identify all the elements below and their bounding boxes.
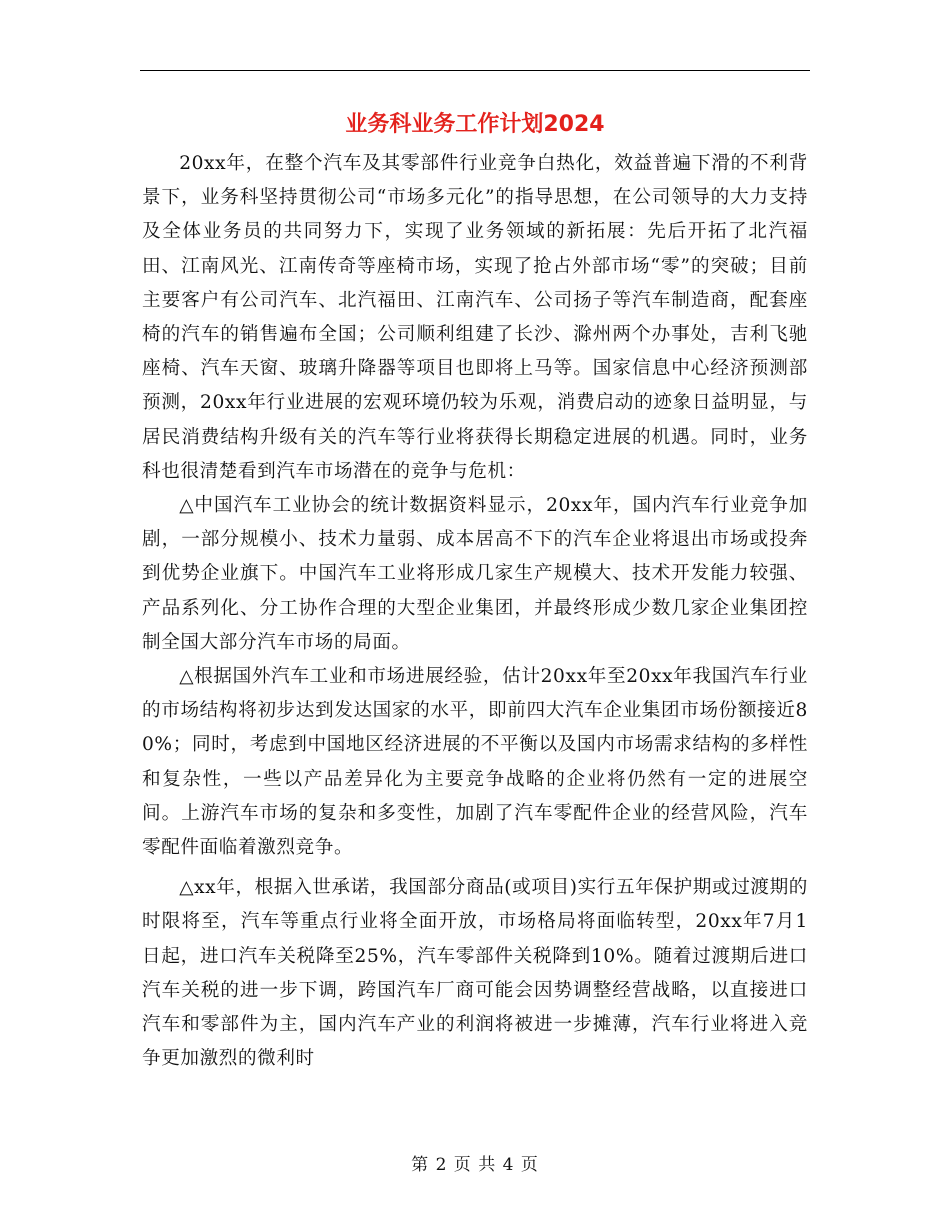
paragraph-intro: 20xx年，在整个汽车及其零部件行业竞争白热化，效益普遍下滑的不利背景下，业务科坚持贯彻公司“市场多元化”的指导思想，在公司领导的大力支持及全体业务员的共同努力下，实现了业务领域的新拓展：先后开拓了北汽福田、江南风光、江南传奇等座椅市场，实现了抢占外部市场“零”的突破；目前主要客户有公司汽车、北汽福田、江南汽车、公司扬子等汽车制造商，配套座椅的汽车的销售遍布全国；公司顺利组建了长沙、滁州两个办事处，吉利飞驰座椅、汽车天窗、玻璃升降器等项目也即将上马等。国家信息中心经济预测部预测，20xx年行业进展的宏观环境仍较为乐观，消费启动的迹象日益明显，与居民消费结构升级有关的汽车等行业将获得长期稳定进展的机遇。同时，业务科也很清楚看到汽车市场潜在的竞争与危机： xyxy=(142,153,808,482)
document-body xyxy=(142,147,808,1076)
paragraph-industry-association: △中国汽车工业协会的统计数据资料显示，20xx年，国内汽车行业竞争加剧，一部分规模小、技术力量弱、成本居高不下的汽车企业将退出市场或投奔到优势企业旗下。中国汽车工业将形成几家生产规模大、技术开发能力较强、产品系列化、分工协作合理的大型企业集团，并最终形成少数几家企业集团控制全国大部分汽车市场的局面。 xyxy=(142,495,808,653)
header-rule xyxy=(140,70,810,71)
paragraph-wto-tariff: △xx年，根据入世承诺，我国部分商品(或项目)实行五年保护期或过渡期的时限将至，汽车等重点行业将全面开放，市场格局将面临转型，20xx年7月1日起，进口汽车关税降至25%，汽车零部件关税降到10%。随着过渡期后进口汽车关税的进一步下调，跨国汽车厂商可能会因势调整经营战略，以直接进口汽车和零部件为主，国内汽车产业的利润将被进一步摊薄，汽车行业将进入竞争更加激烈的微利时 xyxy=(142,877,808,1070)
paragraph-market-structure: △根据国外汽车工业和市场进展经验，估计20xx年至20xx年我国汽车行业的市场结构将初步达到发达国家的水平，即前四大汽车企业集团市场份额接近80%；同时，考虑到中国地区经济进展的不平衡以及国内市场需求结构的多样性和复杂性，一些以产品差异化为主要竞争战略的企业将仍然有一定的进展空间。上游汽车市场的复杂和多变性，加剧了汽车零配件企业的经营风险，汽车零配件面临着激烈竞争。 xyxy=(142,666,808,859)
document-title: 业务科业务工作计划2024 xyxy=(345,112,605,137)
page-number-footer: 第 2 页 共 4 页 xyxy=(411,1155,539,1175)
